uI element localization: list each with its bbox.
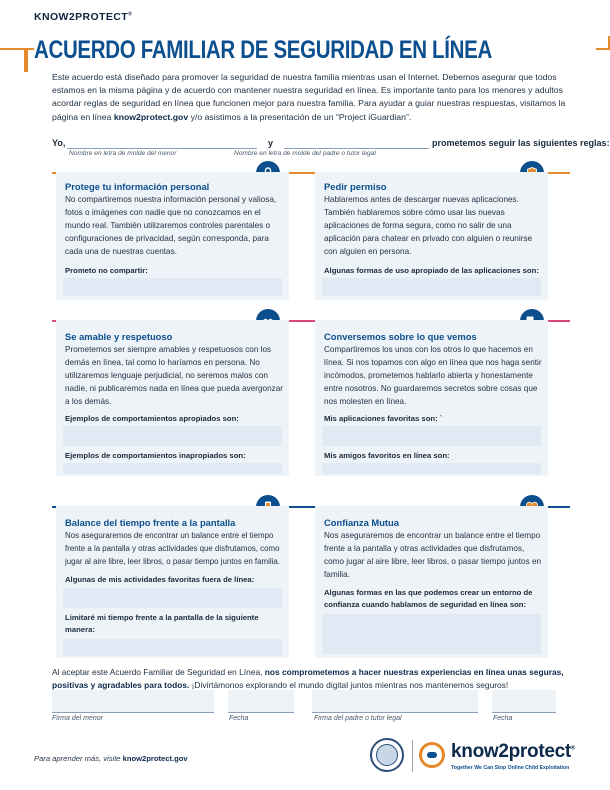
- panel-body: No compartiremos nuestra información personal y valiosa, fotos o imágenes con nadie que no conozcamos en el mundo real. También utilizaremos controles parentales o configuraciones de privacidad, según corresponda, para cada una de nuestras cuentas.: [65, 195, 277, 256]
- date-label-1: Fecha: [229, 715, 249, 722]
- footer-link[interactable]: know2protect.gov: [122, 754, 188, 763]
- panel-prompt: Mis aplicaciones favoritas son: `: [324, 414, 443, 423]
- title-block: [34, 36, 596, 65]
- dhs-seal-icon: [370, 738, 404, 772]
- title-accent-bar: [24, 48, 28, 72]
- answer-field[interactable]: [63, 463, 282, 474]
- panel-title: Se amable y respetuoso: [65, 331, 173, 342]
- answer-field[interactable]: [322, 426, 541, 446]
- answer-field[interactable]: [322, 278, 541, 296]
- panel-prompt: Mis amigos favoritos en línea son:: [324, 451, 450, 460]
- pledge-yo: Yo,: [52, 138, 66, 148]
- panel-talk-about: [315, 320, 548, 476]
- panel-prompt: Prometo no compartir:: [65, 266, 148, 275]
- intro-link[interactable]: know2protect.gov: [113, 111, 189, 122]
- signature-line: [492, 712, 556, 713]
- panel-body: Nos aseguraremos de encontrar un balance entre el tiempo frente a la pantalla y otras actividades que disfrutamos, como jugar al aire libre, leer libros, o pasar tiempo juntos en familia.: [65, 531, 280, 566]
- footer-logo: know2protect®: [451, 741, 576, 762]
- answer-field[interactable]: [63, 278, 282, 296]
- panel-prompt: Algunas formas en las que podemos crear un entorno de confianza cuando hablamos de seguridad en línea son:: [324, 588, 533, 609]
- footer-tagline: Together We Can Stop Online Child Exploitation: [451, 765, 570, 771]
- panel-prompt: Algunas formas de uso apropiado de las aplicaciones son:: [324, 266, 539, 275]
- panel-ask-permission: [315, 172, 548, 300]
- panel-title: Protege tu información personal: [65, 181, 210, 192]
- panel-prompt: Ejemplos de comportamientos inapropiados son:: [65, 451, 246, 460]
- panel-body: Nos aseguraremos de encontrar un balance entre el tiempo frente a la pantalla y otras actividades que disfrutamos, como jugar al aire libre, leer libros, o pasar tiempo juntos en familia.: [324, 531, 542, 579]
- panel-protect-info: [56, 172, 289, 300]
- panel-be-kind: [56, 320, 289, 476]
- logo-divider: [412, 740, 413, 772]
- signature-line: [52, 712, 214, 713]
- minor-signature-label: Firma del menor: [52, 715, 103, 722]
- parent-name-hint: Nombre en letra de molde del padre o tutor legal: [234, 150, 376, 157]
- intro-paragraph: Este acuerdo está diseñado para promover la seguridad de nuestra familia mientras usan el Internet. Debemos asegurar que todos estamos en la misma página y de acuerdo con mantener nuestra seguridad en línea. Es importante tanto para los menores y adultos acordar reglas de seguridad en línea que funcionen mejor para nuestra familia. Para ayudar a guiar nuestras respuestas, visitamos la página en línea know2protect.gov y/o asistimos a la presentación de un “Project iGuardian”.: [52, 72, 566, 122]
- parent-signature-field[interactable]: [312, 690, 478, 712]
- panel-body: Prometemos ser siempre amables y respetuosos con los demás en línea, tal como lo haríamos en persona. No utilizaremos lenguaje perjudicial, no seremos malos con nadie, ni publicaremos nada en línea que pueda avergonzar a los demás.: [65, 345, 284, 406]
- footer-learn-more: Para aprender más, visite know2protect.gov: [34, 754, 188, 763]
- parent-signature-label: Firma del padre o tutor legal: [314, 715, 402, 722]
- panel-prompt: Limitaré mi tiempo frente a la pantalla de la siguiente manera:: [65, 613, 259, 634]
- date-label-2: Fecha: [493, 715, 513, 722]
- date-field-2[interactable]: [492, 690, 556, 712]
- answer-field[interactable]: [63, 639, 282, 656]
- panel-title: Pedir permiso: [324, 181, 387, 192]
- panel-body: Compartiremos los unos con los otros lo que hacemos en línea. Si nos topamos con algo en línea que nos haga sentir incómodos, prometemos hablarlo abierta y honestamente entre nosotros. No guardaremos secretos sobre cosas que nos molesten en línea.: [324, 345, 542, 406]
- panel-prompt: Ejemplos de comportamientos apropiados son:: [65, 414, 239, 423]
- pledge-row: [52, 132, 610, 160]
- answer-field[interactable]: [322, 463, 541, 474]
- parent-name-field[interactable]: [284, 148, 429, 149]
- pledge-y: y: [268, 138, 274, 148]
- signature-line: [228, 712, 294, 713]
- panel-prompt: Algunas de mis actividades favoritas fuera de línea:: [65, 575, 255, 584]
- minor-name-hint: Nombre en letra de molde del menor: [69, 150, 177, 157]
- answer-field[interactable]: [63, 588, 282, 608]
- brand-wordmark: KNOW2PROTECT®: [34, 11, 133, 23]
- minor-name-field[interactable]: [67, 148, 257, 149]
- panel-title: Balance del tiempo frente a la pantalla: [65, 517, 236, 528]
- page-title: ACUERDO FAMILIAR DE SEGURIDAD EN LÍNEA: [34, 36, 492, 64]
- answer-field[interactable]: [63, 426, 282, 446]
- panel-title: Conversemos sobre lo que vemos: [324, 331, 477, 342]
- answer-field[interactable]: [322, 614, 541, 654]
- date-field-1[interactable]: [228, 690, 294, 712]
- panel-screen-balance: [56, 506, 289, 658]
- panel-mutual-trust: [315, 506, 548, 658]
- panel-body: Hablaremos antes de descargar nuevas aplicaciones. También hablaremos sobre cómo usar las nuevas aplicaciones de forma segura, como no salir de una aplicación para chatear en privado con alguien o reunirse con alguien en persona.: [324, 195, 533, 256]
- pledge-promise: prometemos seguir las siguientes reglas:: [432, 138, 610, 148]
- minor-signature-field[interactable]: [52, 690, 214, 712]
- closing-paragraph: Al aceptar este Acuerdo Familiar de Seguridad en Línea, nos comprometemos a hacer nuestras experiencias en línea unas seguras, positivas y agradables para todos. ¡Divirtámonos explorando el mundo digital juntos mientras nos mantenemos seguros!: [52, 667, 564, 690]
- signature-line: [312, 712, 478, 713]
- know2protect-bubble-icon: [419, 742, 445, 768]
- panel-title: Confianza Mutua: [324, 517, 399, 528]
